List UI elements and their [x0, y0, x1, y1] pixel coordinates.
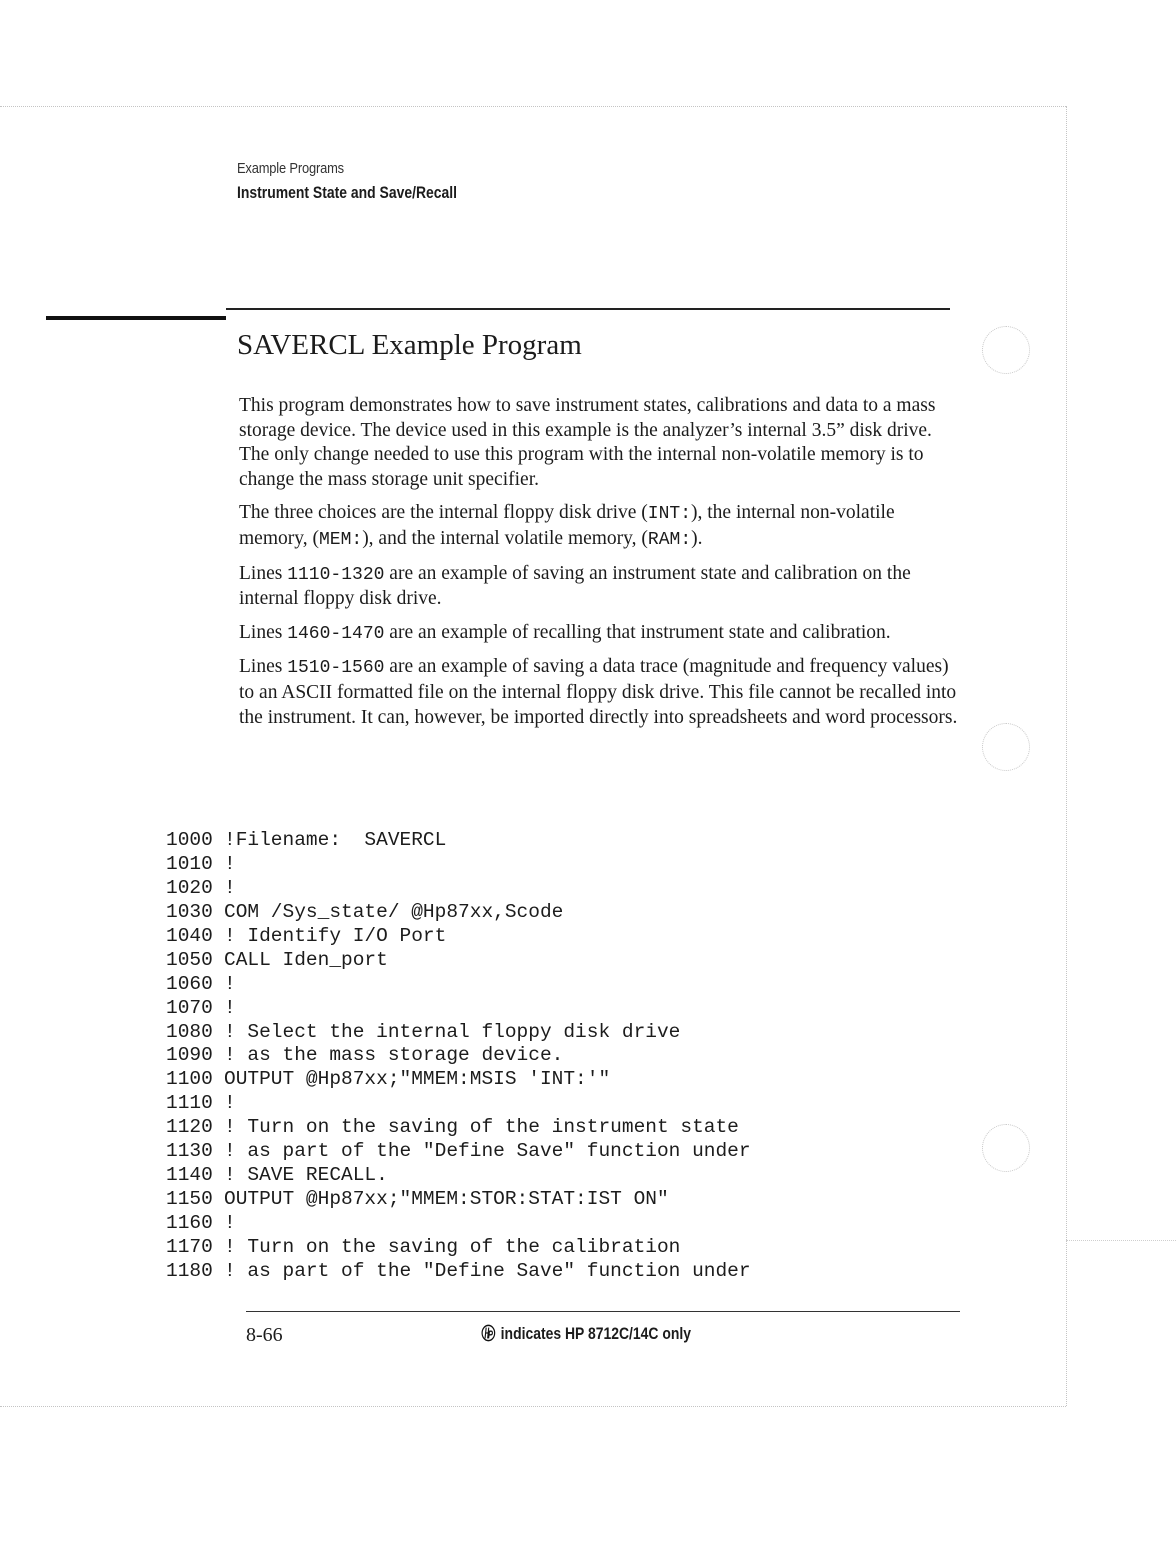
- hp-logo-icon: [481, 1324, 496, 1342]
- body-paragraph: [239, 621, 959, 647]
- body-paragraph: [239, 394, 959, 492]
- code-text: ! as the mass storage device.: [224, 1044, 564, 1067]
- inline-code: 1510-1560: [287, 658, 385, 679]
- line-number: 1050: [166, 948, 213, 971]
- code-text: !: [224, 1212, 236, 1234]
- line-number: 1140: [166, 1164, 213, 1187]
- page-edge-right: [1066, 106, 1067, 1406]
- page-edge-mid: [1066, 1240, 1176, 1241]
- code-text: !: [224, 852, 236, 875]
- paragraph-text: This program demonstrates how to save instrument states, calibrations and data to a mass storage device. The device used in this example is the analyzer’s internal 3.5” disk drive. The only change needed to use this program with the internal non-volatile memory is to change the mass storage unit specifier.: [239, 395, 936, 490]
- paragraph-text: ).: [691, 527, 703, 549]
- line-number: 1020: [166, 876, 213, 899]
- line-number: 1090: [166, 1044, 213, 1067]
- line-number: 1080: [166, 1020, 213, 1043]
- line-number: 1010: [166, 852, 213, 875]
- paragraph-text: are an example of recalling that instrument state and calibration.: [384, 621, 891, 643]
- paragraph-text: Lines: [239, 656, 288, 678]
- paragraph-text: Lines: [239, 621, 288, 643]
- line-number: 1170: [166, 1235, 213, 1258]
- code-text: OUTPUT @Hp87xx;"MMEM:MSIS 'INT:'": [224, 1068, 611, 1091]
- code-text: !: [224, 972, 236, 995]
- code-line: [166, 973, 751, 997]
- line-number: 1160: [166, 1212, 213, 1234]
- line-number: 1180: [166, 1259, 213, 1282]
- code-text: !Filename: SAVERCL: [224, 829, 447, 851]
- code-line: [166, 901, 751, 925]
- line-number: 1000: [166, 829, 213, 851]
- page-edge-top: [0, 106, 1066, 107]
- code-line: [166, 1044, 751, 1068]
- line-number: 1030: [166, 900, 213, 923]
- paragraph-text: ), the internal non-volatile memory, (: [239, 502, 895, 549]
- body-paragraph: [239, 655, 959, 730]
- code-text: !: [224, 876, 236, 899]
- paragraph-text: are an example of saving a data trace (magnitude and frequency values) to an ASCII formatted file on the internal floppy disk drive. This file cannot be recalled into the instrument. It can, however, be imported directly into spreadsheets and word processors.: [239, 656, 958, 728]
- line-number: 1150: [166, 1188, 213, 1211]
- inline-code: MEM:: [318, 529, 363, 550]
- inline-code: 1460-1470: [287, 623, 385, 644]
- line-number: 1100: [166, 1068, 213, 1091]
- footer-note: [481, 1324, 691, 1344]
- code-line: [166, 997, 751, 1021]
- body-paragraph: [239, 562, 959, 612]
- paragraph-text: Lines: [239, 562, 288, 584]
- paragraph-text: are an example of saving an instrument state and calibration on the internal floppy disk drive.: [239, 562, 911, 610]
- code-line: [166, 1188, 751, 1212]
- line-number: 1130: [166, 1140, 213, 1163]
- code-text: CALL Iden_port: [224, 948, 388, 971]
- code-listing: [166, 829, 751, 1284]
- code-line: [166, 1068, 751, 1092]
- code-text: ! Turn on the saving of the instrument state: [224, 1116, 739, 1139]
- code-text: ! Select the internal floppy disk drive: [224, 1020, 681, 1043]
- code-line: [166, 1212, 751, 1236]
- line-number: 1120: [166, 1116, 213, 1139]
- code-line: [166, 877, 751, 901]
- code-text: ! as part of the "Define Save" function under: [224, 1140, 751, 1163]
- code-line: [166, 829, 751, 853]
- page-heading: SAVERCL Example Program: [237, 329, 582, 361]
- body-text: [239, 394, 959, 739]
- page-number: 8-66: [246, 1324, 283, 1346]
- paragraph-text: The three choices are the internal floppy disk drive (: [239, 502, 648, 524]
- paragraph-text: ), and the internal volatile memory, (: [362, 527, 648, 549]
- punch-hole-top: [982, 326, 1030, 374]
- code-line: [166, 925, 751, 949]
- code-line: [166, 1021, 751, 1045]
- page-edge-bottom: [0, 1406, 1066, 1407]
- code-line: [166, 1140, 751, 1164]
- body-paragraph: [239, 501, 959, 552]
- code-line: [166, 1092, 751, 1116]
- punch-hole-middle: [982, 723, 1030, 771]
- code-text: !: [224, 996, 236, 1019]
- code-text: OUTPUT @Hp87xx;"MMEM:STOR:STAT:IST ON": [224, 1188, 669, 1211]
- inline-code: 1110-1320: [287, 564, 385, 585]
- punch-hole-bottom: [982, 1124, 1030, 1172]
- code-line: [166, 853, 751, 877]
- section-title: Instrument State and Save/Recall: [237, 183, 458, 202]
- footer-note-text: indicates HP 8712C/14C only: [500, 1324, 692, 1343]
- footer-rule: [246, 1311, 960, 1312]
- heading-rule-thick: [46, 316, 226, 320]
- line-number: 1070: [166, 996, 213, 1019]
- line-number: 1060: [166, 972, 213, 995]
- code-line: [166, 949, 751, 973]
- code-text: ! Turn on the saving of the calibration: [224, 1235, 681, 1258]
- heading-rule-thin: [226, 308, 950, 310]
- section-label: Example Programs: [237, 160, 344, 177]
- code-text: COM /Sys_state/ @Hp87xx,Scode: [224, 900, 564, 923]
- code-text: ! SAVE RECALL.: [224, 1164, 388, 1187]
- inline-code: INT:: [647, 504, 692, 525]
- line-number: 1110: [166, 1092, 213, 1115]
- code-text: ! Identify I/O Port: [224, 924, 447, 947]
- code-line: [166, 1236, 751, 1260]
- code-line: [166, 1116, 751, 1140]
- line-number: 1040: [166, 924, 213, 947]
- code-line: [166, 1164, 751, 1188]
- code-line: [166, 1260, 751, 1284]
- code-text: !: [224, 1092, 236, 1115]
- code-text: ! as part of the "Define Save" function under: [224, 1259, 751, 1282]
- running-head: [237, 160, 505, 203]
- inline-code: RAM:: [647, 529, 692, 550]
